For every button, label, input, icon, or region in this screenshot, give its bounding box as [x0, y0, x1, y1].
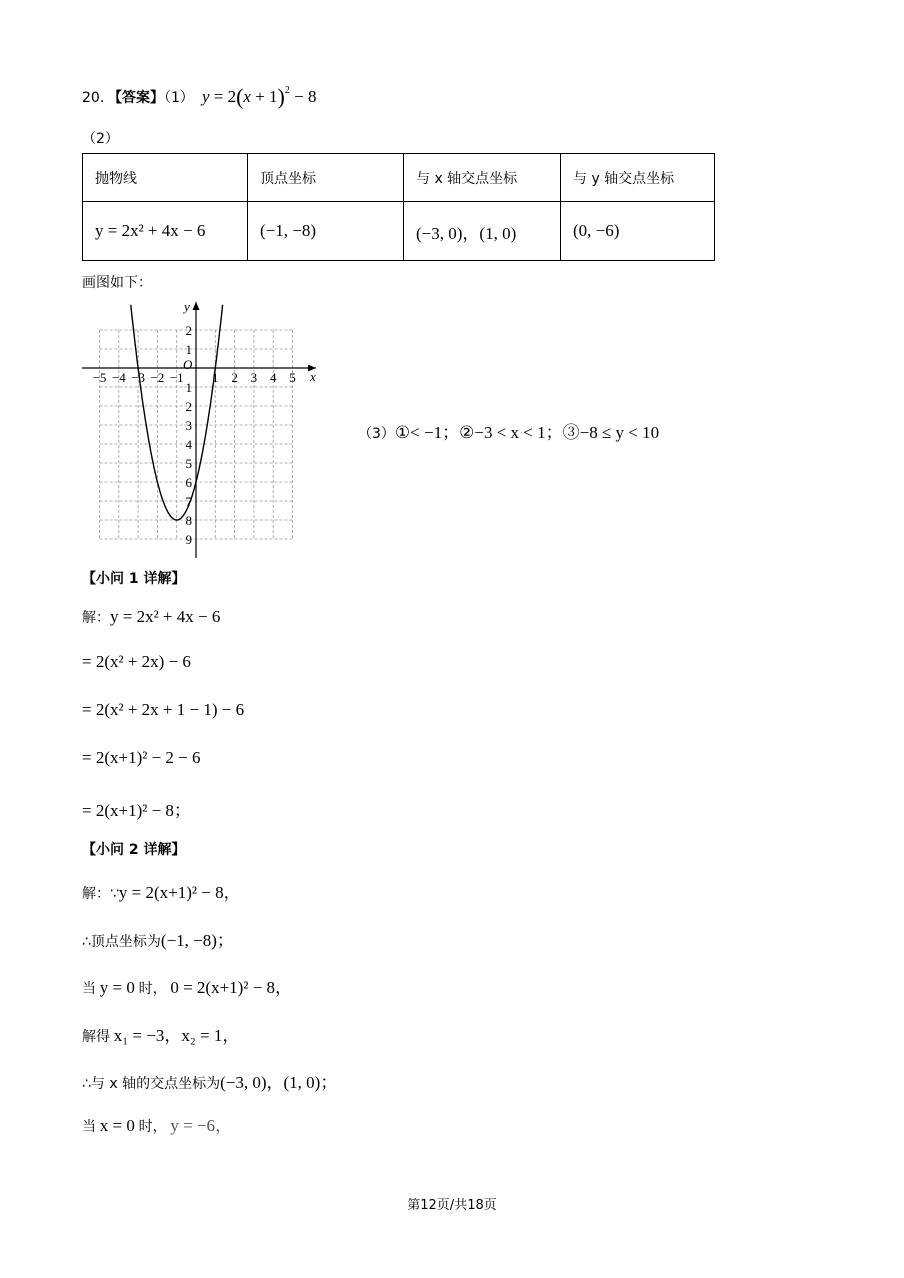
y-tick-label: 7 — [185, 494, 192, 509]
part2-label: （2） — [82, 131, 119, 147]
sol2-l1-expr: y = 2(x+1)² − 8， — [118, 883, 241, 902]
cell-parabola: y = 2x² + 4x − 6 — [83, 202, 248, 261]
y-tick-label: 6 — [185, 475, 192, 490]
sol1-step-4: = 2(x+1)² − 2 − 6 — [82, 748, 201, 767]
cell-vertex: (−1, −8) — [248, 202, 404, 261]
part3-mark-2: ② — [459, 423, 475, 442]
sol2-line-4 — [82, 1021, 239, 1046]
sol2-l4-expr: x₁ = −3，x₂ = 1， — [113, 1026, 240, 1045]
sol2-l3-text: 当 — [82, 981, 96, 997]
sol2-l2-expr: (−1, −8)； — [160, 931, 234, 950]
x-tick-label: 2 — [231, 370, 238, 385]
part1-label: （1） — [164, 90, 194, 106]
x-tick-label: −5 — [92, 370, 107, 385]
y-tick-label: 2 — [185, 323, 192, 338]
sol2-line-6 — [82, 1111, 232, 1136]
sol2-l5-expr: (−3, 0)，(1, 0)； — [220, 1073, 338, 1092]
part3-answer-2: −3 < x < 1； — [474, 423, 563, 442]
sol1-step-3: = 2(x² + 2x + 1 − 1) − 6 — [82, 700, 245, 719]
y-tick-label: 4 — [185, 437, 192, 452]
draw-label: 画图如下： — [82, 275, 152, 291]
x-tick-label: −2 — [150, 370, 165, 385]
part3-label: （3） — [358, 426, 395, 442]
header-y-intercept: 与 y 轴交点坐标 — [561, 154, 715, 202]
axes — [82, 299, 316, 558]
header-parabola: 抛物线 — [83, 154, 248, 202]
sol2-l3-expr2: 0 = 2(x+1)² − 8， — [170, 978, 293, 997]
y-tick-label: 8 — [185, 513, 192, 528]
sol2-l6-expr1: x = 0 — [99, 1116, 135, 1135]
parabola-graph — [78, 296, 328, 561]
sol2-l2-text: ∴顶点坐标为 — [82, 934, 161, 950]
y-tick-label: 1 — [185, 380, 192, 395]
answer-bracket: 【答案】 — [108, 90, 165, 106]
table-header-row — [83, 154, 715, 202]
part3-mark-3: ③ — [562, 423, 580, 442]
sol2-l6-mid: 时， — [138, 1119, 167, 1135]
sol2-l3-mid: 时， — [138, 981, 167, 997]
sol2-l5-text: ∴与 x 轴的交点坐标为 — [82, 1076, 221, 1092]
page-footer: 第12页/共18页 — [407, 1198, 497, 1213]
sol1-heading: 【小问 1 详解】 — [82, 571, 186, 587]
part3-line — [358, 418, 659, 443]
x-tick-label: 4 — [269, 370, 277, 385]
origin-label: O — [183, 357, 193, 372]
x-axis-label: x — [310, 369, 316, 384]
sol2-line-1 — [82, 878, 241, 903]
y-tick-label: 3 — [185, 418, 192, 433]
x-tick-label: −1 — [169, 370, 184, 385]
tick-labels — [93, 323, 296, 547]
answer-line — [82, 84, 316, 110]
part3-answer-1: < −1； — [410, 423, 460, 442]
cell-x-intercepts: (−3, 0)，(1, 0) — [404, 202, 561, 261]
y-tick-label: 5 — [185, 456, 192, 471]
sol2-line-2 — [82, 926, 234, 951]
question-number: 20. — [82, 90, 105, 106]
y-tick-label: 1 — [185, 342, 192, 357]
y-axis-label: y — [184, 299, 190, 314]
header-vertex: 顶点坐标 — [248, 154, 404, 202]
sol2-heading: 【小问 2 详解】 — [82, 842, 186, 858]
cell-y-intercept: (0, −6) — [561, 202, 715, 261]
sol1-step-1 — [82, 607, 220, 627]
sol2-line-5 — [82, 1068, 337, 1093]
table-row — [83, 202, 715, 261]
sol2-line-3 — [82, 973, 292, 998]
x-tick-label: −4 — [111, 370, 126, 385]
part3-mark-1: ① — [394, 423, 411, 442]
y-axis-arrow — [193, 302, 200, 310]
part3-answer-3: −8 ≤ y < 10 — [579, 423, 660, 442]
x-tick-label: −3 — [131, 370, 146, 385]
info-table — [82, 153, 715, 261]
sol2-l6-text: 当 — [82, 1119, 96, 1135]
part1-expression: $y = 2(x + 1)^2 - 8$ — [201, 84, 317, 109]
sol2-l4-text: 解得 — [82, 1029, 110, 1045]
sol2-l3-expr1: y = 0 — [99, 978, 135, 997]
y-tick-label: 9 — [185, 532, 192, 547]
y-tick-label: 2 — [185, 399, 192, 414]
sol1-lead: 解： — [82, 610, 110, 626]
sol2-l6-expr2: y = −6， — [170, 1116, 233, 1135]
sol1-step-2: = 2(x² + 2x) − 6 — [82, 652, 191, 671]
sol1-step-1-expr: y = 2x² + 4x − 6 — [110, 607, 221, 626]
header-x-intercepts: 与 x 轴交点坐标 — [404, 154, 561, 202]
x-tick-label: 3 — [250, 370, 258, 385]
sol2-l1-text: 解：∵ — [82, 886, 119, 902]
x-tick-label: 1 — [212, 370, 219, 385]
sol1-step-5: = 2(x+1)² − 8； — [82, 801, 191, 820]
x-tick-label: 5 — [289, 370, 296, 385]
